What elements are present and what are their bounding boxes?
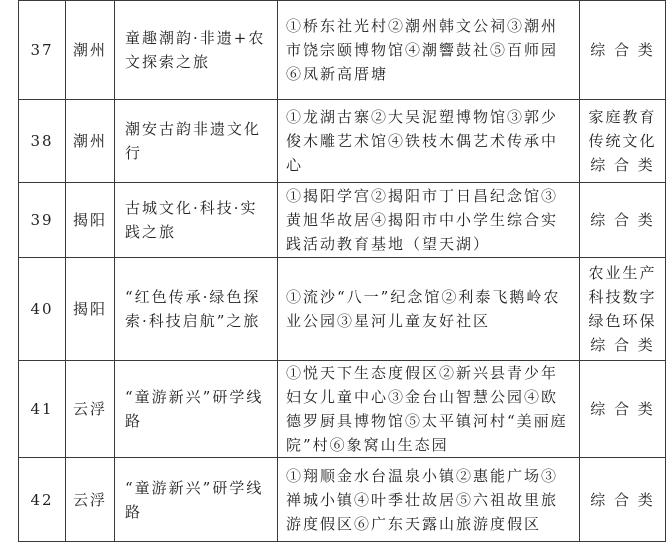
row-number: 37 [19, 1, 66, 100]
row-number: 39 [19, 183, 66, 258]
row-number: 38 [19, 100, 66, 183]
row-number: 40 [19, 258, 66, 361]
row-city: 揭阳 [66, 258, 115, 361]
row-type-line: 传统文化 [588, 132, 657, 150]
row-route-name: “红色传承·绿色探索·科技启航”之旅 [115, 258, 278, 361]
row-route-stops: ①悦天下生态度假区②新兴县青少年妇女儿童中心③金台山智慧公园④欧德罗厨具博物馆⑤太平镇河村“美丽庭院”村⑥象窝山生态园 [278, 361, 580, 458]
row-route-stops: ①翔顺金水台温泉小镇②惠能广场③禅城小镇④叶季壮故居⑤六祖故里旅游度假区⑥广东天露山旅游度假区 [278, 458, 580, 542]
table-row [19, 100, 666, 183]
row-type-line: 家庭教育 [588, 108, 657, 126]
table-row [19, 258, 666, 361]
row-type-line: 综 合 类 [590, 490, 655, 509]
row-route-name: 童趣潮韵·非遗+农文探索之旅 [115, 1, 278, 100]
row-type-line: 综 合 类 [590, 211, 655, 229]
row-route-stops: ①揭阳学宫②揭阳市丁日昌纪念馆③黄旭华故居④揭阳市中小学生综合实践活动教育基地（望天湖） [278, 183, 580, 258]
row-number: 41 [19, 361, 66, 458]
row-route-stops: ①流沙“八一”纪念馆②利泰飞鹅岭农业公园③星河儿童友好社区 [278, 258, 580, 361]
row-type-line: 科技数字 [588, 288, 657, 306]
row-type-line: 农业生产 [588, 264, 657, 282]
table-row [19, 361, 666, 458]
row-type-line: 绿色环保 [588, 312, 657, 330]
row-city: 揭阳 [66, 183, 115, 258]
row-type [580, 361, 666, 458]
row-route-name: “童游新兴”研学线路 [115, 361, 278, 458]
row-city: 潮州 [66, 1, 115, 100]
row-type-line: 综 合 类 [590, 400, 655, 418]
row-number: 42 [19, 458, 66, 542]
routes-table [18, 0, 666, 542]
row-city: 云浮 [66, 361, 115, 458]
row-route-name: 古城文化·科技·实践之旅 [115, 183, 278, 258]
row-type-line: 综 合 类 [590, 156, 655, 174]
row-city: 云浮 [66, 458, 115, 542]
row-type [580, 258, 666, 361]
row-route-stops: ①桥东社光村②潮州韩文公祠③潮州市饶宗颐博物馆④潮響鼓社⑤百师园⑥凤新高厝塘 [278, 1, 580, 100]
row-route-name: “童游新兴”研学线路 [115, 458, 278, 542]
row-type [580, 1, 666, 100]
row-route-name: 潮安古韵非遗文化行 [115, 100, 278, 183]
row-city: 潮州 [66, 100, 115, 183]
row-type [580, 458, 666, 542]
table-row [19, 183, 666, 258]
table-row [19, 458, 666, 542]
table-row [19, 1, 666, 100]
row-route-stops: ①龙湖古寨②大吴泥塑博物馆③郭少俊木雕艺术馆④铁枝木偶艺术传承中心 [278, 100, 580, 183]
row-type-line: 综 合 类 [590, 41, 655, 59]
row-type [580, 183, 666, 258]
row-type [580, 100, 666, 183]
row-type-line: 综 合 类 [590, 336, 655, 354]
